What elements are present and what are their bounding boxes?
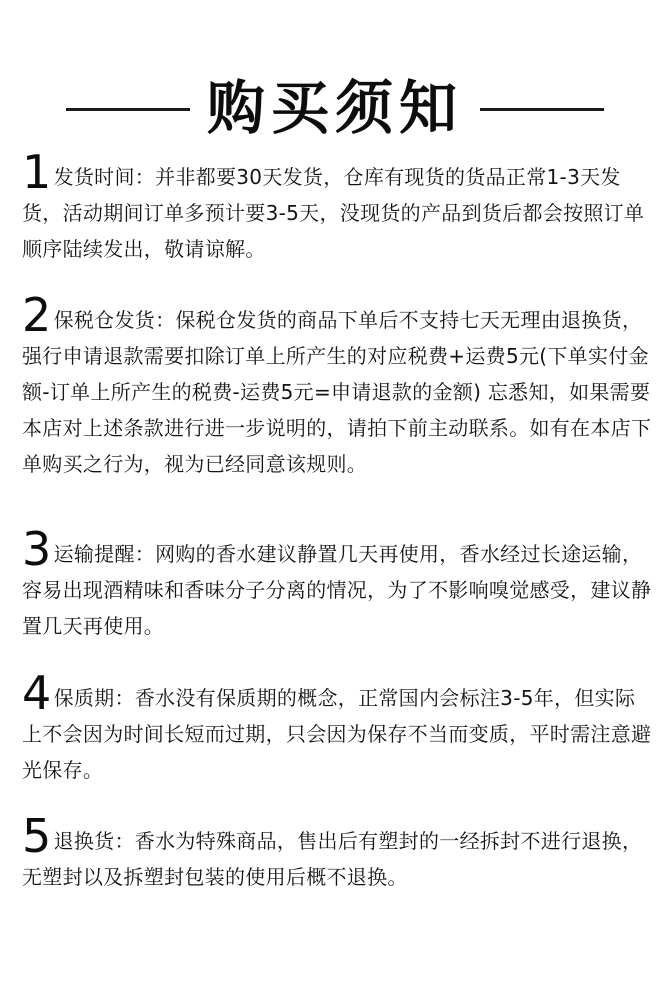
notice-text: 发货时间：并非都要30天发货，仓库有现货的货品正常1-3天发货，活动期间订单多预计要3-5天，没现货的产品到货后都会按照订单顺序陆续发出，敬请谅解。 (22, 165, 645, 261)
notice-number: 2 (22, 288, 52, 342)
notice-number: 5 (22, 809, 52, 863)
header (0, 62, 667, 152)
notice-item-bonded-warehouse (22, 288, 652, 482)
notice-text: 运输提醒：网购的香水建议静置几天再使用，香水经过长途运输，容易出现酒精味和香味分子分离的情况，为了不影响嗅觉感受，建议静置几天再使用。 (22, 542, 652, 638)
notice-text: 保质期：香水没有保质期的概念，正常国内会标注3-5年，但实际上不会因为时间长短而过期，只会因为保存不当而变质，平时需注意避光保存。 (22, 686, 652, 782)
notice-item-shelf-life (22, 666, 652, 788)
page-title: 购买须知 (206, 74, 463, 142)
notice-number: 1 (22, 145, 52, 199)
notice-item-returns (22, 809, 652, 895)
title-rule-left (66, 108, 190, 111)
notice-text: 退换货：香水为特殊商品，售出后有塑封的一经拆封不进行退换，无塑封以及拆塑封包装的使用后概不退换。 (22, 829, 643, 889)
notice-number: 4 (22, 666, 52, 720)
title-rule-right (480, 108, 604, 111)
notice-text: 保税仓发货：保税仓发货的商品下单后不支持七天无理由退换货，强行申请退款需要扣除订单上所产生的对应税费+运费5元(下单实付金额-订单上所产生的税费-运费5元=申请退款的金额) 忘悉知，如果需要本店对上述条款进行进一步说明的，请拍下前主动联系。如有在本店下单购买之行为，视为已经同意该规则。 (22, 308, 652, 476)
notice-item-shipping-time (22, 145, 652, 267)
notice-item-transport-reminder (22, 522, 652, 644)
notice-number: 3 (22, 522, 52, 576)
